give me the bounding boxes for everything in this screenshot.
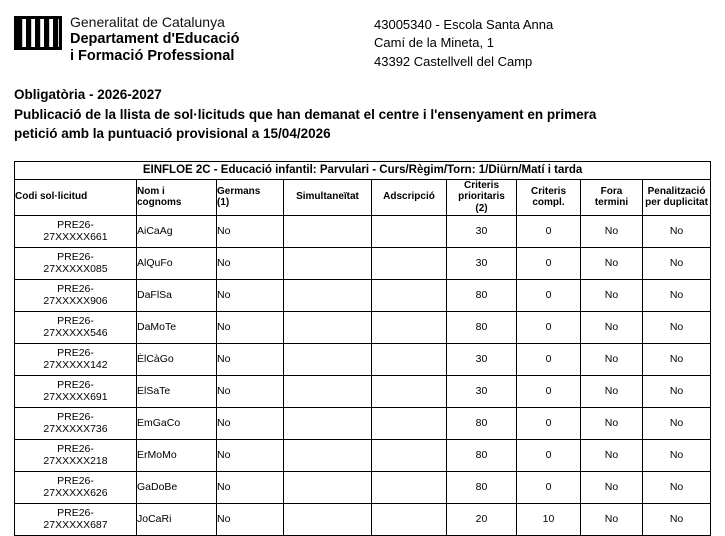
column-header-fora-termini <box>581 179 643 215</box>
table-row <box>15 503 711 535</box>
table-band-title: EINFLOE 2C - Educació infantil: Parvulari - Curs/Règim/Torn: 1/Diürn/Matí i tarda <box>15 161 711 179</box>
cell-simultaneitat <box>284 279 372 311</box>
cell-germans: No <box>217 503 284 535</box>
cell-germans: No <box>217 343 284 375</box>
cell-adscripcio <box>372 247 447 279</box>
codi-line1: PRE26- <box>57 506 94 519</box>
column-header-fora-line2: termini <box>594 197 629 209</box>
cell-fora-termini: No <box>581 439 643 471</box>
cell-fora-termini: No <box>581 247 643 279</box>
codi-line1: PRE26- <box>57 218 94 231</box>
document-titles <box>14 85 704 142</box>
cell-criteris-compl: 0 <box>517 215 581 247</box>
column-header-adscripcio: Adscripció <box>372 179 447 215</box>
cell-codi-sollicitud <box>15 503 137 535</box>
cell-criteris-compl: 0 <box>517 311 581 343</box>
cell-germans: No <box>217 471 284 503</box>
cell-criteris-prioritaris: 30 <box>447 215 517 247</box>
table-band-row <box>15 161 711 179</box>
generalitat-brand <box>14 14 374 65</box>
column-header-crit-prio-line3: (2) <box>475 203 488 215</box>
cell-nom-cognoms: AlQuFo <box>137 247 217 279</box>
codi-line2: 27XXXXX085 <box>43 263 108 276</box>
cell-criteris-compl: 0 <box>517 279 581 311</box>
column-header-crit-prio-line1: Criteris <box>463 179 499 191</box>
cell-criteris-prioritaris: 20 <box>447 503 517 535</box>
cell-criteris-compl: 0 <box>517 247 581 279</box>
table-row <box>15 471 711 503</box>
cell-adscripcio <box>372 375 447 407</box>
cell-criteris-prioritaris: 80 <box>447 407 517 439</box>
cell-penalitzacio: No <box>643 343 711 375</box>
codi-line2: 27XXXXX218 <box>43 455 108 468</box>
codi-line2: 27XXXXX661 <box>43 231 108 244</box>
table-body <box>15 215 711 535</box>
cell-penalitzacio: No <box>643 407 711 439</box>
cell-criteris-compl: 0 <box>517 407 581 439</box>
cell-simultaneitat <box>284 503 372 535</box>
cell-penalitzacio: No <box>643 311 711 343</box>
cell-simultaneitat <box>284 247 372 279</box>
cell-adscripcio <box>372 407 447 439</box>
cell-codi-sollicitud <box>15 215 137 247</box>
cell-simultaneitat <box>284 343 372 375</box>
cell-criteris-compl: 0 <box>517 439 581 471</box>
cell-fora-termini: No <box>581 471 643 503</box>
cell-nom-cognoms: GaDoBe <box>137 471 217 503</box>
codi-line1: PRE26- <box>57 410 94 423</box>
cell-codi-sollicitud <box>15 279 137 311</box>
cell-adscripcio <box>372 503 447 535</box>
cell-penalitzacio: No <box>643 215 711 247</box>
cell-nom-cognoms: ElSaTe <box>137 375 217 407</box>
cell-penalitzacio: No <box>643 439 711 471</box>
cell-adscripcio <box>372 343 447 375</box>
cell-simultaneitat <box>284 215 372 247</box>
cell-simultaneitat <box>284 375 372 407</box>
column-header-crit-compl-line2: compl. <box>532 197 565 209</box>
codi-line1: PRE26- <box>57 250 94 263</box>
table-row <box>15 215 711 247</box>
brand-line-formacio: i Formació Professional <box>70 47 235 64</box>
cell-criteris-prioritaris: 80 <box>447 439 517 471</box>
column-header-crit-prio-line2: prioritaris <box>458 191 505 203</box>
column-header-crit-compl-line1: Criteris <box>530 185 566 197</box>
codi-line2: 27XXXXX736 <box>43 423 108 436</box>
table-row <box>15 343 711 375</box>
codi-line1: PRE26- <box>57 314 94 327</box>
cell-codi-sollicitud <box>15 471 137 503</box>
brand-line-generalitat: Generalitat de Catalunya <box>70 14 225 30</box>
title-publication-line2: petició amb la puntuació provisional a 15/04/2026 <box>14 125 331 141</box>
column-header-penalitzacio <box>643 179 711 215</box>
column-header-simultaneitat: Simultaneïtat <box>284 179 372 215</box>
cell-simultaneitat <box>284 439 372 471</box>
cell-fora-termini: No <box>581 503 643 535</box>
title-publication-line1: Publicació de la llista de sol·licituds que han demanat el centre i l'ensenyament en primera <box>14 106 597 122</box>
cell-germans: No <box>217 439 284 471</box>
cell-germans: No <box>217 375 284 407</box>
cell-criteris-prioritaris: 30 <box>447 343 517 375</box>
column-header-penal-line1: Penalització <box>647 185 706 197</box>
cell-fora-termini: No <box>581 279 643 311</box>
title-obligatoria: Obligatòria - 2026-2027 <box>14 87 162 103</box>
cell-simultaneitat <box>284 471 372 503</box>
cell-germans: No <box>217 407 284 439</box>
column-header-criteris-compl <box>517 179 581 215</box>
cell-penalitzacio: No <box>643 247 711 279</box>
table-row <box>15 407 711 439</box>
cell-codi-sollicitud <box>15 311 137 343</box>
cell-penalitzacio: No <box>643 471 711 503</box>
codi-line1: PRE26- <box>57 474 94 487</box>
school-address: Camí de la Mineta, 1 <box>374 35 494 51</box>
table-row <box>15 279 711 311</box>
codi-line2: 27XXXXX142 <box>43 359 108 372</box>
cell-codi-sollicitud <box>15 247 137 279</box>
column-header-nom <box>137 179 217 215</box>
cell-criteris-prioritaris: 30 <box>447 247 517 279</box>
cell-criteris-prioritaris: 80 <box>447 311 517 343</box>
column-header-codi: Codi sol·licitud <box>15 179 137 215</box>
cell-codi-sollicitud <box>15 407 137 439</box>
school-city: 43392 Castellvell del Camp <box>374 53 533 69</box>
cell-penalitzacio: No <box>643 503 711 535</box>
column-header-germans-line2: (1) <box>217 197 230 209</box>
cell-penalitzacio: No <box>643 375 711 407</box>
codi-line2: 27XXXXX687 <box>43 519 108 532</box>
cell-criteris-compl: 10 <box>517 503 581 535</box>
cell-fora-termini: No <box>581 311 643 343</box>
cell-adscripcio <box>372 311 447 343</box>
cell-fora-termini: No <box>581 215 643 247</box>
cell-germans: No <box>217 247 284 279</box>
column-header-penal-line2: per duplicitat <box>645 197 708 209</box>
codi-line1: PRE26- <box>57 346 94 359</box>
column-header-germans-line1: Germans <box>217 185 261 197</box>
codi-line2: 27XXXXX691 <box>43 391 108 404</box>
document-header <box>0 0 725 71</box>
school-info <box>374 14 553 71</box>
generalitat-logo-icon <box>14 16 62 50</box>
cell-simultaneitat <box>284 407 372 439</box>
brand-line-departament: Departament d'Educació <box>70 30 240 47</box>
codi-line2: 27XXXXX546 <box>43 327 108 340</box>
cell-codi-sollicitud <box>15 439 137 471</box>
cell-adscripcio <box>372 215 447 247</box>
column-header-fora-line1: Fora <box>600 185 623 197</box>
table-row <box>15 375 711 407</box>
cell-criteris-prioritaris: 80 <box>447 471 517 503</box>
cell-nom-cognoms: ÈlCàGo <box>137 343 217 375</box>
cell-criteris-prioritaris: 80 <box>447 279 517 311</box>
codi-line1: PRE26- <box>57 442 94 455</box>
cell-criteris-compl: 0 <box>517 375 581 407</box>
cell-germans: No <box>217 215 284 247</box>
cell-fora-termini: No <box>581 343 643 375</box>
cell-germans: No <box>217 311 284 343</box>
cell-nom-cognoms: EmGaCo <box>137 407 217 439</box>
cell-adscripcio <box>372 471 447 503</box>
cell-nom-cognoms: DaFlSa <box>137 279 217 311</box>
applications-table <box>14 161 711 536</box>
codi-line2: 27XXXXX906 <box>43 295 108 308</box>
listing-table-wrap <box>14 161 710 536</box>
cell-fora-termini: No <box>581 407 643 439</box>
table-row <box>15 439 711 471</box>
codi-line1: PRE26- <box>57 378 94 391</box>
school-name: 43005340 - Escola Santa Anna <box>374 17 554 32</box>
codi-line1: PRE26- <box>57 282 94 295</box>
column-header-nom-line2: cognoms <box>137 197 182 209</box>
cell-criteris-compl: 0 <box>517 343 581 375</box>
column-header-criteris-prioritaris <box>447 179 517 215</box>
brand-text <box>70 14 239 65</box>
cell-nom-cognoms: AiCaAg <box>137 215 217 247</box>
cell-penalitzacio: No <box>643 279 711 311</box>
codi-line2: 27XXXXX626 <box>43 487 108 500</box>
cell-nom-cognoms: DaMoTe <box>137 311 217 343</box>
cell-codi-sollicitud <box>15 343 137 375</box>
cell-criteris-prioritaris: 30 <box>447 375 517 407</box>
table-header-row <box>15 179 711 215</box>
table-row <box>15 247 711 279</box>
cell-nom-cognoms: JoCaRi <box>137 503 217 535</box>
cell-germans: No <box>217 279 284 311</box>
table-row <box>15 311 711 343</box>
cell-criteris-compl: 0 <box>517 471 581 503</box>
cell-fora-termini: No <box>581 375 643 407</box>
cell-nom-cognoms: ErMoMo <box>137 439 217 471</box>
cell-adscripcio <box>372 279 447 311</box>
column-header-nom-line1: Nom i <box>137 185 165 197</box>
column-header-germans <box>217 179 284 215</box>
cell-codi-sollicitud <box>15 375 137 407</box>
cell-adscripcio <box>372 439 447 471</box>
cell-simultaneitat <box>284 311 372 343</box>
